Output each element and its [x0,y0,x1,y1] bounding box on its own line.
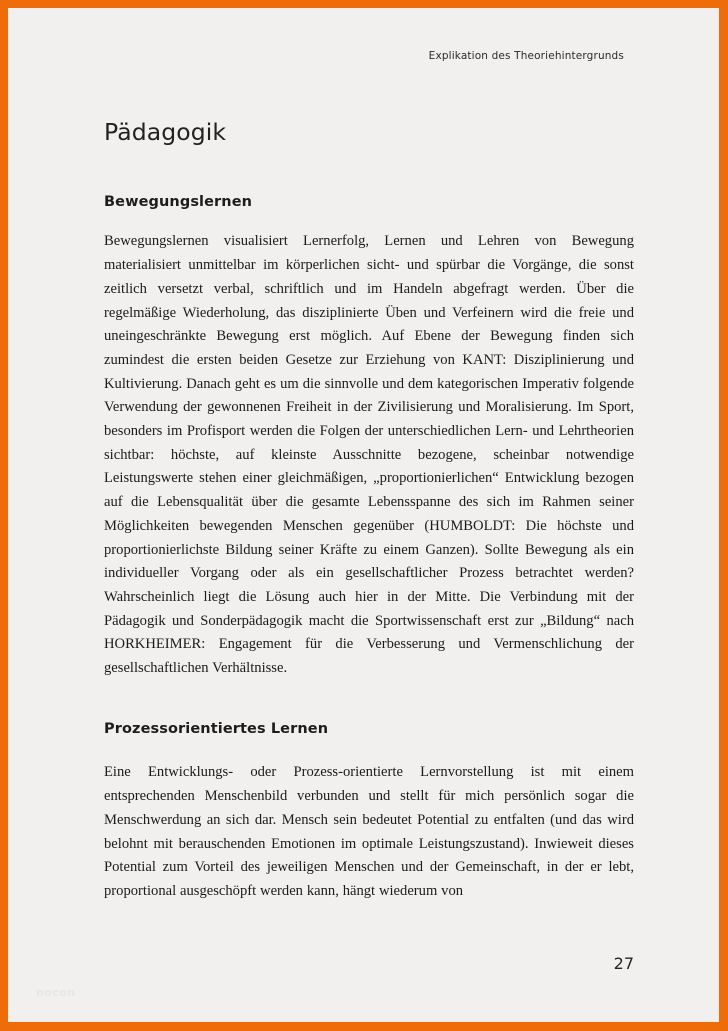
page-number: 27 [613,954,634,973]
section-prozessorientiertes-lernen [104,721,634,904]
watermark: nocon [36,986,76,999]
body-paragraph: Bewegungslernen visualisiert Lernerfolg, Lernen und Lehren von Bewegung materialisiert unmittelbar im körperlichen sicht- und spürbar die Vorgänge, die sonst zeitlich versetzt verbal, schriftlich und im Handeln abgefragt werden. Über die regelmäßige Wiederholung, das disziplinierte Üben und Verfeinern wird die freie und uneingeschränkte Bewegung erst möglich. Auf Ebene der Bewegung finden sich zumindest die ersten beiden Gesetze zur Erziehung von KANT: Disziplinierung und Kultivierung. Danach geht es um die sinnvolle und dem kategorischen Imperativ folgende Verwendung der gewonnenen Freiheit in der Zivilisierung und Moralisierung. Im Sport, besonders im Profisport werden die Folgen der unterschiedlichen Lern- und Lehrtheorien sichtbar: höchste, auf kleinste Ausschnitte bezogene, scheinbar notwendige Leistungswerte stehen einer gleichmäßigen, „proportionierlichen“ Entwicklung bezogen auf die Lebensqualität über die gesamte Lebensspanne des sich im Rahmen seiner Möglichkeiten bewegenden Menschen gegenüber (HUMBOLDT: Die höchste und proportionierlichste Bildung seiner Kräfte zu einem Ganzen). Sollte Bewegung als ein individueller Vorgang oder als ein gesellschaftlicher Prozess betrachtet werden? Wahrscheinlich liegt die Lösung auch hier in der Mitte. Die Verbindung mit der Pädagogik und Sonderpädagogik macht die Sportwissenschaft erst zur „Bildung“ nach HORKHEIMER: Engagement für die Verbesserung und Vermenschlichung der gesellschaftlichen Verhältnisse. [104,233,634,677]
section-bewegungslernen [104,194,634,681]
page-title: Pädagogik [104,118,227,146]
body-paragraph: Eine Entwicklungs- oder Prozess-orientierte Lernvorstellung ist mit einem entsprechenden Menschenbild verbunden und stellt für mich persönlich sogar die Menschwerdung an sich dar. Mensch sein bedeutet Potential zu entfalten (und das wird belohnt mit berauschenden Emotionen im optimale Leistungszustand). Inwieweit dieses Potential zum Vorteil des jeweiligen Menschen und der Gemeinschaft, in der er lebt, proportional ausgeschöpft werden kann, hängt wiederum von [104,764,634,899]
page-sheet [8,8,719,1022]
running-head: Explikation des Theoriehintergrunds [428,50,624,62]
section-heading: Bewegungslernen [104,194,253,210]
section-heading: Prozessorientiertes Lernen [104,721,329,737]
